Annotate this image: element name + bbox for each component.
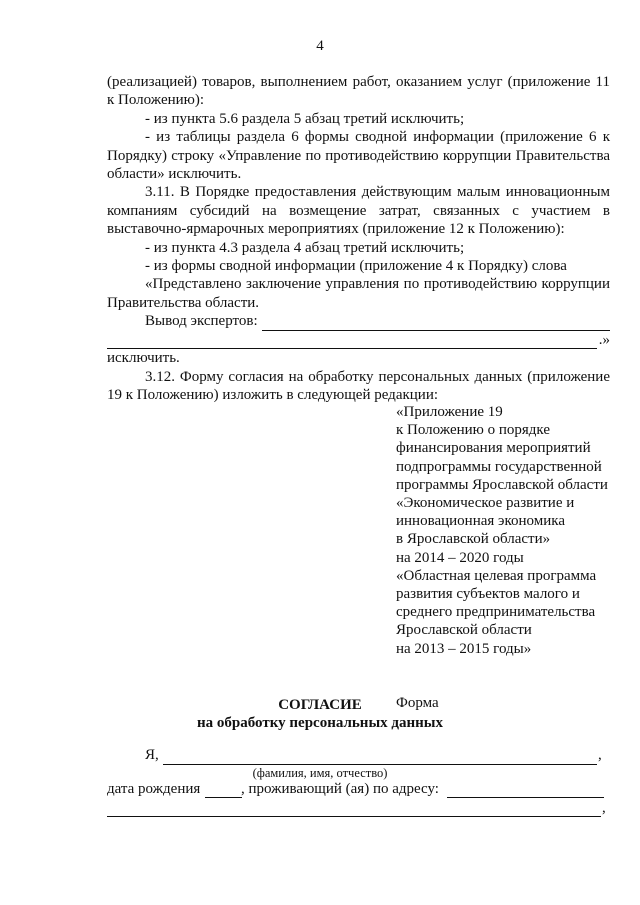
appendix-line: на 2014 – 2020 годы	[396, 549, 524, 566]
paragraph: - из пункта 4.3 раздела 4 абзац третий исключить;	[145, 239, 465, 256]
appendix-line: подпрограммы государственной	[396, 458, 602, 475]
fio-blank-line	[163, 764, 597, 765]
page-number: 4	[316, 38, 324, 54]
consent-title: СОГЛАСИЕ	[278, 697, 362, 713]
consent-subtitle: на обработку персональных данных	[197, 715, 443, 731]
birth-label: дата рождения	[107, 781, 201, 797]
appendix-line: среднего предпринимательства	[396, 604, 596, 621]
experts-line	[107, 312, 610, 330]
address-label: , проживающий (ая) по адресу:	[241, 781, 439, 797]
paragraph: «Представлено заключение управления по противодействию коррупции Правительства области.	[107, 276, 610, 311]
appendix-line: Ярославской области	[396, 622, 532, 639]
appendix-line: «Экономическое развитие и	[396, 495, 575, 512]
appendix-header	[396, 403, 610, 712]
paragraph: - из формы сводной информации (приложение 4 к Порядку) слова	[145, 258, 567, 275]
appendix-line: к Положению о порядке	[396, 422, 550, 439]
address-blank-line	[447, 797, 604, 798]
document-body	[107, 73, 610, 404]
experts-line-2	[107, 331, 610, 349]
paragraph: исключить.	[107, 350, 180, 367]
blank-line	[107, 334, 597, 349]
birth-blank-line	[205, 797, 242, 798]
address-blank-line-2	[107, 816, 601, 817]
fio-caption: (фамилия, имя, отчество)	[252, 766, 388, 780]
paragraph: - из таблицы раздела 6 формы сводной информации (приложение 6 к Порядку) строку «Управление по противодействию коррупции Правительства области» исключить.	[107, 129, 610, 183]
appendix-line: финансирования мероприятий	[396, 440, 591, 457]
paragraph: 3.11. В Порядке предоставления действующим малым инновационным компаниям субсидий на возмещение затрат, связанных с участием в выставочно-ярмарочных мероприятиях (приложение 12 к Положению):	[107, 184, 610, 238]
form-label: Форма	[396, 694, 439, 711]
end-comma: ,	[602, 800, 606, 816]
comma: ,	[598, 747, 602, 763]
paragraph: 3.12. Форму согласия на обработку персональных данных (приложение 19 к Положению) изложить в следующей редакции:	[107, 368, 610, 403]
appendix-line: в Ярославской области»	[396, 531, 551, 548]
appendix-line: «Областная целевая программа	[396, 567, 597, 584]
appendix-line: «Приложение 19	[396, 404, 503, 420]
paragraph: - из пункта 5.6 раздела 5 абзац третий исключить;	[145, 110, 465, 127]
appendix-line: программы Ярославской области	[396, 476, 608, 493]
appendix-line: на 2013 – 2015 годы»	[396, 640, 532, 657]
quote-end: .»	[598, 331, 610, 348]
appendix-line: инновационная экономика	[396, 513, 565, 530]
appendix-line: развития субъектов малого и	[396, 586, 580, 603]
blank-line	[262, 316, 610, 331]
experts-label: Вывод экспертов:	[145, 313, 258, 330]
ya-label: Я,	[145, 747, 159, 763]
paragraph: (реализацией) товаров, выполнением работ, оказанием услуг (приложение 11 к Положению):	[107, 74, 610, 109]
